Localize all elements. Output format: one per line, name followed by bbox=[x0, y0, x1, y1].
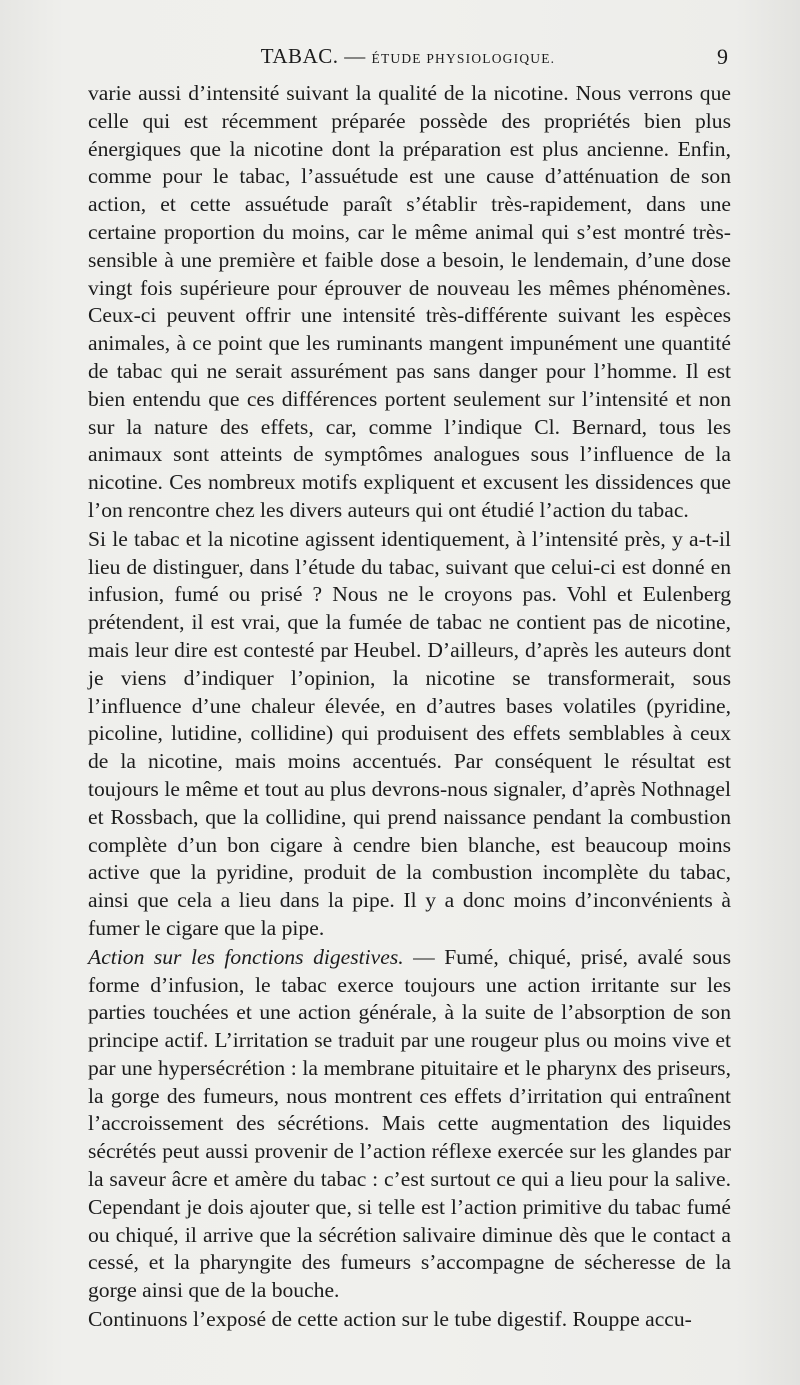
body-text bbox=[88, 80, 731, 1334]
paragraph-text: Continuons l’exposé de cette action sur le tube digestif. Rouppe accu- bbox=[88, 1307, 692, 1332]
running-head bbox=[88, 44, 728, 76]
paragraph bbox=[88, 80, 731, 525]
paragraph bbox=[88, 1306, 731, 1334]
running-title-main: TABAC. — bbox=[260, 44, 366, 68]
running-title bbox=[88, 44, 728, 69]
paragraph-text: varie aussi d’intensité suivant la qualité de la nicotine. Nous verrons que celle qui est récemment préparée possède des propriétés bien plus énergiques que la nicotine dont la préparation est plus ancienne. Enfin, comme pour le tabac, l’assuétude est une cause d’atténuation de son action, et cette assuétude paraît s’établir très-rapidement, dans une certaine proportion du moins, car le même animal qui s’est montré très-sensible à une première et faible dose a besoin, le lendemain, d’une dose vingt fois supérieure pour éprouver de nouveau les mêmes phénomènes. Ceux-ci peuvent offrir une intensité très-différente suivant les espèces animales, à ce point que les ruminants mangent impunément une quantité de tabac qui ne serait assurément pas sans danger pour l’homme. Il est bien entendu que ces différences portent seulement sur l’intensité et non sur la nature des effets, car, comme l’indique Cl. Bernard, tous les animaux sont atteints de symptômes analogues sous l’influence de la nicotine. Ces nombreux motifs expliquent et excusent les dissidences que l’on rencontre chez les divers auteurs qui ont étudié l’action du tabac. bbox=[88, 81, 731, 522]
page-number: 9 bbox=[717, 44, 728, 69]
paragraph-text: — Fumé, chiqué, prisé, avalé sous forme d’infusion, le tabac exerce toujours une action irritante sur les parties touchées et une action générale, à la suite de l’absorption de son principe actif. L’irritation se traduit par une rougeur plus ou moins vive et par une hypersécrétion : la membrane pituitaire et le pharynx des priseurs, la gorge des fumeurs, nous montrent ces effets d’irritation qui entraînent l’accroissement des sécrétions. Mais cette augmentation des liquides sécrétés peut aussi provenir de l’action réflexe exercée sur les glandes par la saveur âcre et amère du tabac : c’est surtout ce qui a lieu pour la salive. Cependant je dois ajouter que, si telle est l’action primitive du tabac fumé ou chiqué, il arrive que la sécrétion salivaire diminue dès que le contact a cessé, et la pharyngite des fumeurs s’accompagne de sécheresse de la gorge ainsi que de la bouche. bbox=[88, 944, 731, 1303]
paragraph bbox=[88, 526, 731, 943]
paragraph-text: Si le tabac et la nicotine agissent identiquement, à l’intensité près, y a-t-il lieu de distinguer, dans l’étude du tabac, suivant que celui-ci est donné en infusion, fumé ou prisé ? Nous ne le croyons pas. Vohl et Eulenberg prétendent, il est vrai, que la fumée de tabac ne contient pas de nicotine, mais leur dire est contesté par Heubel. D’ailleurs, d’après les auteurs dont je viens d’indiquer l’opinion, la nicotine se transformerait, sous l’influence d’une chaleur élevée, en d’autres bases volatiles (pyridine, picoline, lutidine, collidine) qui produisent des effets semblables à ceux de la nicotine, mais moins accentués. Par conséquent le résultat est toujours le même et tout au plus devrons-nous signaler, d’après Nothnagel et Rossbach, que la collidine, qui prend naissance pendant la combustion complète d’un bon cigare à cendre bien blanche, est beaucoup moins active que la pyridine, produit de la combustion incomplète du tabac, ainsi que cela a lieu dans la pipe. Il y a donc moins d’inconvénients à fumer le cigare que la pipe. bbox=[88, 526, 731, 940]
running-title-sub: ÉTUDE PHYSIOLOGIQUE. bbox=[371, 51, 556, 66]
section-heading: Action sur les fonctions digestives. bbox=[88, 944, 404, 969]
paragraph bbox=[88, 944, 731, 1305]
